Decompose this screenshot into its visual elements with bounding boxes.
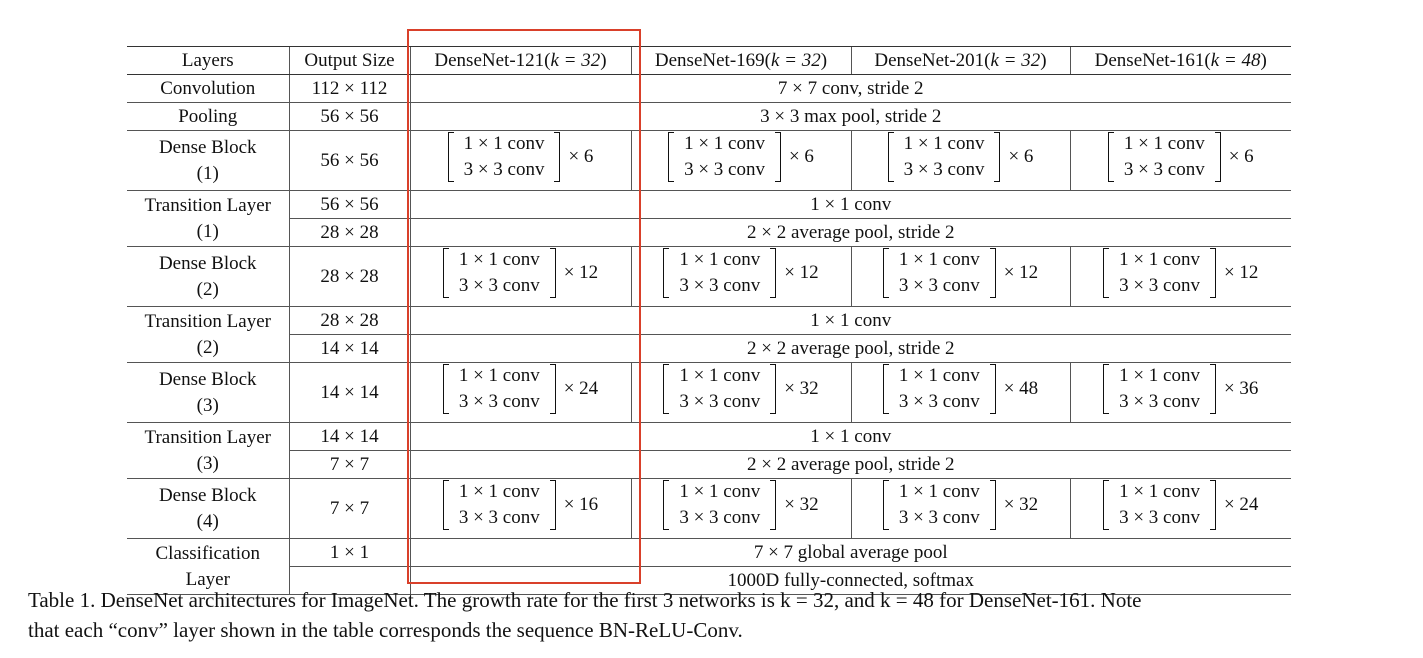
conv-bracket-group — [663, 479, 818, 531]
conv-bracket-group — [883, 363, 1038, 415]
conv-bracket-group — [1103, 479, 1258, 531]
table-caption — [28, 585, 1418, 645]
conv-stack — [449, 479, 550, 531]
conv-3x3: 3 × 3 conv — [679, 275, 761, 296]
conv-stack — [454, 131, 555, 183]
dense-block-cell — [410, 247, 631, 307]
conv-1x1: 1 × 1 conv — [684, 133, 765, 154]
output-size: 7 × 7 — [289, 451, 410, 479]
right-bracket — [994, 132, 1000, 182]
conv-3x3: 3 × 3 conv — [903, 159, 985, 180]
conv-1x1: 1 × 1 conv — [458, 481, 540, 502]
conv-3x3: 3 × 3 conv — [1123, 159, 1205, 180]
conv-1x1: 1 × 1 conv — [679, 365, 761, 386]
dense-block-cell — [1070, 363, 1291, 423]
conv-bracket-group — [663, 247, 818, 299]
right-bracket — [550, 364, 556, 414]
conv-stack — [1109, 479, 1210, 531]
right-bracket — [775, 132, 781, 182]
repeat-multiplier: × 48 — [1003, 378, 1039, 399]
table-row-classification-a — [127, 539, 1291, 567]
layer-spec: 2 × 2 average pool, stride 2 — [410, 335, 1291, 363]
layer-name: Transition Layer (1) — [127, 191, 289, 247]
repeat-multiplier: × 6 — [568, 146, 594, 167]
repeat-multiplier: × 12 — [1223, 262, 1259, 283]
right-bracket — [990, 480, 996, 530]
output-size: 14 × 14 — [289, 423, 410, 451]
conv-bracket-group — [663, 363, 818, 415]
conv-1x1: 1 × 1 conv — [679, 481, 761, 502]
conv-bracket-group — [443, 363, 598, 415]
layer-spec: 7 × 7 global average pool — [410, 539, 1291, 567]
caption-line-1: Table 1. DenseNet architectures for ImageNet. The growth rate for the first 3 networks is k = 32, and k = 48 for DenseNet-161. Note — [28, 588, 1142, 612]
layer-name: Convolution — [127, 75, 289, 103]
conv-bracket-group — [668, 131, 814, 183]
conv-stack — [1114, 131, 1215, 183]
table-row-dense-block-4 — [127, 479, 1291, 539]
conv-stack — [894, 131, 995, 183]
conv-bracket-group — [1103, 247, 1258, 299]
dense-block-cell — [851, 479, 1070, 539]
repeat-multiplier: × 12 — [563, 262, 599, 283]
output-size: 56 × 56 — [289, 103, 410, 131]
repeat-multiplier: × 6 — [1008, 146, 1034, 167]
conv-stack — [889, 247, 990, 299]
conv-stack — [674, 131, 775, 183]
layer-name: Transition Layer (3) — [127, 423, 289, 479]
layer-spec: 1 × 1 conv — [410, 423, 1291, 451]
conv-3x3: 3 × 3 conv — [1119, 507, 1200, 528]
dense-block-cell — [410, 479, 631, 539]
conv-bracket-group — [1103, 363, 1258, 415]
table-row-dense-block-2 — [127, 247, 1291, 307]
conv-3x3: 3 × 3 conv — [458, 275, 540, 296]
repeat-multiplier: × 32 — [784, 378, 819, 399]
header-output-size: Output Size — [289, 47, 410, 75]
conv-1x1: 1 × 1 conv — [458, 365, 540, 386]
layer-name: Classification Layer — [127, 539, 289, 595]
right-bracket — [770, 248, 776, 298]
repeat-multiplier: × 12 — [1003, 262, 1039, 283]
layer-spec: 3 × 3 max pool, stride 2 — [410, 103, 1291, 131]
conv-1x1: 1 × 1 conv — [903, 133, 985, 154]
layer-name: Pooling — [127, 103, 289, 131]
repeat-multiplier: × 24 — [1223, 494, 1259, 515]
conv-1x1: 1 × 1 conv — [1123, 133, 1205, 154]
output-size: 14 × 14 — [289, 335, 410, 363]
conv-3x3: 3 × 3 conv — [898, 391, 980, 412]
layer-name: Dense Block (4) — [127, 479, 289, 539]
table-row-convolution — [127, 75, 1291, 103]
conv-bracket-group — [883, 479, 1038, 531]
right-bracket — [990, 248, 996, 298]
conv-3x3: 3 × 3 conv — [898, 275, 980, 296]
right-bracket — [550, 480, 556, 530]
conv-1x1: 1 × 1 conv — [463, 133, 545, 154]
conv-3x3: 3 × 3 conv — [458, 391, 540, 412]
table-row-pooling — [127, 103, 1291, 131]
dense-block-cell — [1070, 479, 1291, 539]
output-size: 112 × 112 — [289, 75, 410, 103]
output-size: 28 × 28 — [289, 219, 410, 247]
layer-spec: 7 × 7 conv, stride 2 — [410, 75, 1291, 103]
table-row-transition-2a — [127, 307, 1291, 335]
conv-3x3: 3 × 3 conv — [458, 507, 540, 528]
conv-bracket-group — [443, 247, 598, 299]
layer-name: Dense Block (2) — [127, 247, 289, 307]
table-row-transition-1a — [127, 191, 1291, 219]
conv-3x3: 3 × 3 conv — [679, 391, 761, 412]
table-row-transition-3a — [127, 423, 1291, 451]
right-bracket — [990, 364, 996, 414]
conv-3x3: 3 × 3 conv — [679, 507, 761, 528]
dense-block-cell — [851, 131, 1070, 191]
dense-block-cell — [410, 131, 631, 191]
header-densenet-161: DenseNet-161(k = 48) — [1070, 47, 1291, 75]
header-densenet-121: DenseNet-121(k = 32) — [410, 47, 631, 75]
conv-1x1: 1 × 1 conv — [898, 481, 980, 502]
conv-1x1: 1 × 1 conv — [1119, 481, 1200, 502]
dense-block-cell — [631, 247, 851, 307]
table-row-transition-3b — [127, 451, 1291, 479]
table-row-transition-2b — [127, 335, 1291, 363]
conv-3x3: 3 × 3 conv — [1119, 391, 1200, 412]
dense-block-cell — [631, 363, 851, 423]
architecture-table — [127, 46, 1291, 595]
table-row-dense-block-1 — [127, 131, 1291, 191]
conv-bracket-group — [888, 131, 1034, 183]
conv-3x3: 3 × 3 conv — [1119, 275, 1200, 296]
conv-bracket-group — [883, 247, 1038, 299]
conv-3x3: 3 × 3 conv — [463, 159, 545, 180]
repeat-multiplier: × 24 — [563, 378, 599, 399]
layer-spec: 1 × 1 conv — [410, 307, 1291, 335]
output-size: 56 × 56 — [289, 191, 410, 219]
layer-name: Dense Block (3) — [127, 363, 289, 423]
header-densenet-169: DenseNet-169(k = 32) — [631, 47, 851, 75]
conv-stack — [1109, 247, 1210, 299]
caption-line-2: that each “conv” layer shown in the table corresponds the sequence BN-ReLU-Conv. — [28, 618, 743, 642]
right-bracket — [1215, 132, 1221, 182]
conv-1x1: 1 × 1 conv — [679, 249, 761, 270]
right-bracket — [770, 480, 776, 530]
conv-bracket-group — [1108, 131, 1254, 183]
header-densenet-201: DenseNet-201(k = 32) — [851, 47, 1070, 75]
table-row-dense-block-3 — [127, 363, 1291, 423]
layer-spec: 1 × 1 conv — [410, 191, 1291, 219]
output-size: 28 × 28 — [289, 307, 410, 335]
dense-block-cell — [851, 363, 1070, 423]
output-size: 28 × 28 — [289, 247, 410, 307]
dense-block-cell — [1070, 131, 1291, 191]
repeat-multiplier: × 6 — [788, 146, 814, 167]
layer-spec: 2 × 2 average pool, stride 2 — [410, 219, 1291, 247]
conv-stack — [1109, 363, 1210, 415]
right-bracket — [550, 248, 556, 298]
repeat-multiplier: × 16 — [563, 494, 599, 515]
conv-1x1: 1 × 1 conv — [898, 365, 980, 386]
table-row-transition-1b — [127, 219, 1291, 247]
repeat-multiplier: × 36 — [1223, 378, 1259, 399]
output-size: 14 × 14 — [289, 363, 410, 423]
conv-stack — [889, 363, 990, 415]
conv-3x3: 3 × 3 conv — [684, 159, 765, 180]
conv-stack — [449, 247, 550, 299]
layer-name: Dense Block (1) — [127, 131, 289, 191]
repeat-multiplier: × 6 — [1228, 146, 1254, 167]
conv-stack — [889, 479, 990, 531]
conv-1x1: 1 × 1 conv — [898, 249, 980, 270]
right-bracket — [1210, 248, 1216, 298]
output-size: 56 × 56 — [289, 131, 410, 191]
conv-1x1: 1 × 1 conv — [1119, 249, 1200, 270]
conv-stack — [449, 363, 550, 415]
output-size: 1 × 1 — [289, 539, 410, 567]
conv-1x1: 1 × 1 conv — [458, 249, 540, 270]
dense-block-cell — [631, 131, 851, 191]
repeat-multiplier: × 32 — [784, 494, 819, 515]
conv-stack — [669, 363, 770, 415]
right-bracket — [1210, 364, 1216, 414]
dense-block-cell — [1070, 247, 1291, 307]
header-layers: Layers — [127, 47, 289, 75]
output-size: 7 × 7 — [289, 479, 410, 539]
right-bracket — [1210, 480, 1216, 530]
conv-bracket-group — [448, 131, 594, 183]
repeat-multiplier: × 32 — [1003, 494, 1039, 515]
table-header-row — [127, 47, 1291, 75]
repeat-multiplier: × 12 — [784, 262, 819, 283]
dense-block-cell — [410, 363, 631, 423]
layer-spec: 1000D fully-connected, softmax — [410, 567, 1291, 595]
conv-bracket-group — [443, 479, 598, 531]
dense-block-cell — [631, 479, 851, 539]
right-bracket — [770, 364, 776, 414]
layer-name: Transition Layer (2) — [127, 307, 289, 363]
layer-spec: 2 × 2 average pool, stride 2 — [410, 451, 1291, 479]
conv-3x3: 3 × 3 conv — [898, 507, 980, 528]
conv-1x1: 1 × 1 conv — [1119, 365, 1200, 386]
dense-block-cell — [851, 247, 1070, 307]
conv-stack — [669, 479, 770, 531]
conv-stack — [669, 247, 770, 299]
right-bracket — [554, 132, 560, 182]
